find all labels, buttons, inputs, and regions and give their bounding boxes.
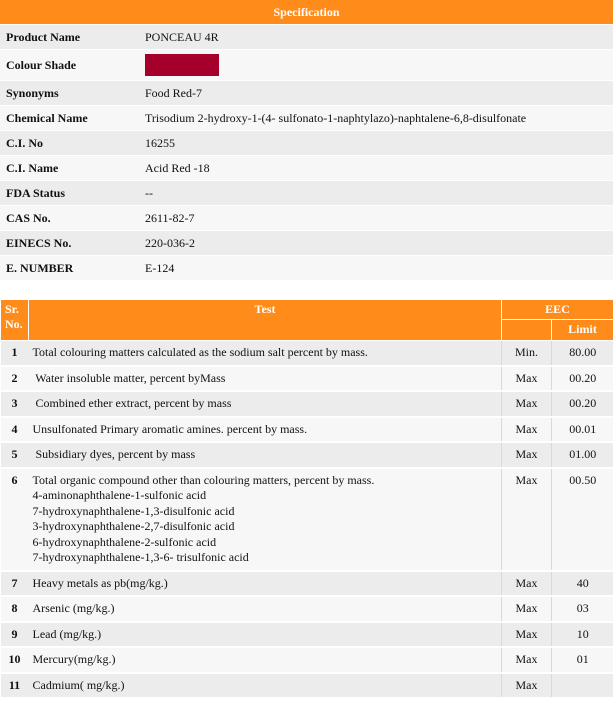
test-description: [29, 647, 502, 673]
limit-type: Max: [502, 647, 552, 673]
test-description: [29, 417, 502, 443]
test-number: 3: [1, 391, 29, 417]
test-description: [29, 622, 502, 648]
test-line: 4-aminonaphthalene-1-sulfonic acid: [32, 488, 207, 502]
spec-row: [0, 231, 613, 255]
limit-value: 00.20: [552, 391, 613, 417]
test-row: [1, 468, 613, 571]
test-line: 7-hydroxynaphthalene-1,3-disulfonic acid: [32, 503, 235, 518]
test-number: 2: [1, 366, 29, 392]
spec-value: Food Red-7: [139, 81, 613, 105]
limit-value: 00.50: [552, 468, 613, 571]
test-description: [29, 366, 502, 392]
limit-value: 00.01: [552, 417, 613, 443]
test-line: Lead (mg/kg.): [32, 626, 102, 641]
spec-key: Chemical Name: [0, 106, 139, 130]
spec-value: [139, 50, 613, 80]
spec-row: [0, 206, 613, 230]
spec-value: Acid Red -18: [139, 156, 613, 180]
test-line: Total organic compound other than colouring matters, percent by mass.: [32, 472, 375, 487]
spec-row: [0, 25, 613, 49]
test-line: 7-hydroxynaphthalene-1,3-6- trisulfonic acid: [32, 550, 249, 564]
limit-type: Max: [502, 468, 552, 571]
limit-value: 01.00: [552, 442, 613, 468]
limit-value: 01: [552, 647, 613, 673]
test-row: [1, 442, 613, 468]
limit-type: Min.: [502, 341, 552, 366]
spec-key: Colour Shade: [0, 50, 139, 80]
test-description: [29, 442, 502, 468]
test-header: Test: [29, 300, 502, 341]
test-description: [29, 341, 502, 366]
eec-header: EEC: [502, 300, 613, 320]
test-line: Unsulfonated Primary aromatic amines. percent by mass.: [32, 421, 308, 436]
test-row: [1, 366, 613, 392]
limit-type: Max: [502, 417, 552, 443]
test-row: [1, 571, 613, 597]
spec-value: --: [139, 181, 613, 205]
limit-value: 10: [552, 622, 613, 648]
test-description: [29, 468, 502, 571]
limit-type: Max: [502, 366, 552, 392]
test-description: [29, 571, 502, 597]
test-line: 3-hydroxynaphthalene-2,7-disulfonic acid: [32, 519, 235, 533]
spec-row: [0, 131, 613, 155]
test-number: 11: [1, 673, 29, 699]
spec-key: E. NUMBER: [0, 256, 139, 280]
test-description: [29, 596, 502, 622]
spec-value: 16255: [139, 131, 613, 155]
limit-value: 40: [552, 571, 613, 597]
spec-row: [0, 156, 613, 180]
test-number: 4: [1, 417, 29, 443]
test-line: 6-hydroxynaphthalene-2-sulfonic acid: [32, 534, 217, 549]
test-line: Cadmium( mg/kg.): [32, 677, 125, 692]
spec-key: Product Name: [0, 25, 139, 49]
test-row: [1, 341, 613, 366]
limit-value: 80.00: [552, 341, 613, 366]
spec-value: Trisodium 2-hydroxy-1-(4- sulfonato-1-naphtylazo)-naphtalene-6,8-disulfonate: [139, 106, 613, 130]
spec-row: [0, 181, 613, 205]
limit-value: [552, 673, 613, 699]
test-row: [1, 596, 613, 622]
limit-value: 03: [552, 596, 613, 622]
test-row: [1, 391, 613, 417]
limit-header: Limit: [552, 320, 613, 341]
test-line: Combined ether extract, percent by mass: [32, 396, 232, 410]
test-line: Water insoluble matter, percent byMass: [32, 370, 226, 385]
spec-row: [0, 50, 613, 80]
test-row: [1, 673, 613, 699]
spec-key: C.I. No: [0, 131, 139, 155]
spec-key: FDA Status: [0, 181, 139, 205]
limit-value: 00.20: [552, 366, 613, 392]
test-description: [29, 673, 502, 699]
test-number: 8: [1, 596, 29, 622]
limit-type: Max: [502, 622, 552, 648]
spec-row: [0, 106, 613, 130]
test-row: [1, 647, 613, 673]
spec-key: CAS No.: [0, 206, 139, 230]
test-line: Heavy metals as pb(mg/kg.): [32, 575, 168, 590]
spec-key: C.I. Name: [0, 156, 139, 180]
test-line: Arsenic (mg/kg.): [32, 601, 115, 615]
test-number: 6: [1, 468, 29, 571]
test-table: [0, 299, 613, 699]
spec-value: 2611-82-7: [139, 206, 613, 230]
spec-row: [0, 256, 613, 280]
test-line: Mercury(mg/kg.): [32, 652, 116, 666]
limit-type: Max: [502, 571, 552, 597]
spec-value: E-124: [139, 256, 613, 280]
limit-type: Max: [502, 596, 552, 622]
spec-key: EINECS No.: [0, 231, 139, 255]
test-number: 7: [1, 571, 29, 597]
test-row: [1, 622, 613, 648]
specification-table: [0, 24, 613, 281]
test-number: 1: [1, 341, 29, 366]
limit-type: Max: [502, 673, 552, 699]
test-line: Total colouring matters calculated as the sodium salt percent by mass.: [32, 345, 368, 359]
test-row: [1, 417, 613, 443]
test-number: 10: [1, 647, 29, 673]
sr-no-header: Sr. No.: [1, 300, 29, 341]
spec-key: Synonyms: [0, 81, 139, 105]
limit-type-header: [502, 320, 552, 341]
spec-value: PONCEAU 4R: [139, 25, 613, 49]
colour-shade-swatch: [145, 54, 219, 76]
limit-type: Max: [502, 442, 552, 468]
test-description: [29, 391, 502, 417]
test-number: 5: [1, 442, 29, 468]
spec-value: 220-036-2: [139, 231, 613, 255]
specification-header: Specification: [0, 0, 613, 24]
limit-type: Max: [502, 391, 552, 417]
spec-row: [0, 81, 613, 105]
test-number: 9: [1, 622, 29, 648]
test-line: Subsidiary dyes, percent by mass: [32, 447, 196, 461]
